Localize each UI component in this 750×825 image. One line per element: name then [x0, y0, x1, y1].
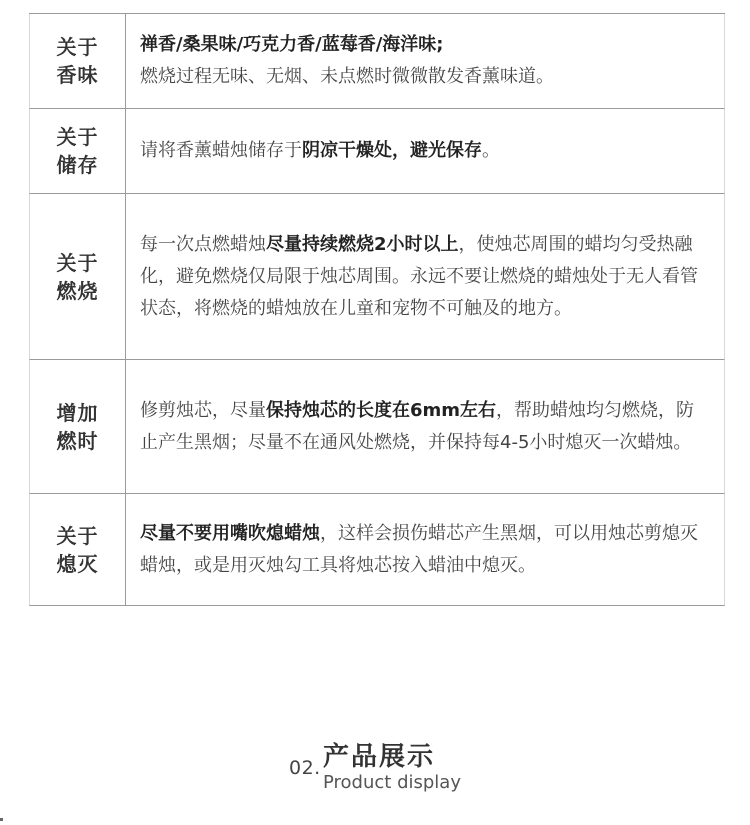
- content-emphasis: 尽量不要用嘴吹熄蜡烛: [140, 522, 320, 544]
- scent-list: 禅香/桑果味/巧克力香/蓝莓香/海洋味;: [140, 34, 444, 55]
- row-content: [126, 109, 724, 193]
- row-label: 关于 燃烧: [30, 194, 126, 359]
- row-content: [126, 194, 724, 359]
- row-label: 关于 熄灭: [30, 494, 126, 605]
- content-text: ，这样会损伤蜡芯产生黑烟，可以用烛芯剪熄灭蜡烛，或是用灭烛勾工具将烛芯按入蜡油中熄灭。: [140, 522, 698, 576]
- edge-dot: [0, 818, 3, 821]
- care-instructions-table: [29, 13, 725, 606]
- row-content: [126, 14, 724, 108]
- section-number: 02.: [289, 757, 321, 779]
- content-text: ，帮助蜡烛均匀燃烧，防止产生黑烟；尽量不在通风处燃烧，并保持每4-5小时熄灭一次蜡烛。: [140, 399, 695, 453]
- row-label: 关于 储存: [30, 109, 126, 193]
- table-row-extinguish: [29, 494, 725, 606]
- section-title-cn: 产品展示: [323, 742, 436, 772]
- row-label: 关于 香味: [30, 14, 126, 108]
- table-row-burn-time: [29, 360, 725, 494]
- table-row-fragrance: [29, 14, 725, 109]
- content-text: ，使烛芯周围的蜡均匀受热融化，避免燃烧仅局限于烛芯周围。永远不要让燃烧的蜡烛处于无人看管状态，将燃烧的蜡烛放在儿童和宠物不可触及的地方。: [140, 233, 698, 319]
- row-label: 增加 燃时: [30, 360, 126, 493]
- table-row-storage: [29, 109, 725, 194]
- fragrance-description: 燃烧过程无味、无烟、未点燃时微微散发香薰味道。: [140, 66, 554, 87]
- table-row-burning: [29, 194, 725, 360]
- content-text: 请将香薰蜡烛储存于: [140, 140, 302, 161]
- content-text: 每一次点燃蜡烛: [140, 233, 266, 255]
- content-emphasis: 尽量持续燃烧2小时以上: [266, 233, 459, 255]
- content-emphasis: 阴凉干燥处，避光保存: [302, 140, 482, 161]
- row-content: [126, 494, 724, 605]
- content-emphasis: 保持烛芯的长度在6mm左右: [266, 399, 497, 421]
- content-text: 修剪烛芯，尽量: [140, 399, 266, 421]
- section-title-en: Product display: [323, 772, 461, 793]
- content-text: 。: [482, 140, 500, 161]
- section-heading-product-display: [0, 730, 750, 810]
- row-content: [126, 360, 724, 493]
